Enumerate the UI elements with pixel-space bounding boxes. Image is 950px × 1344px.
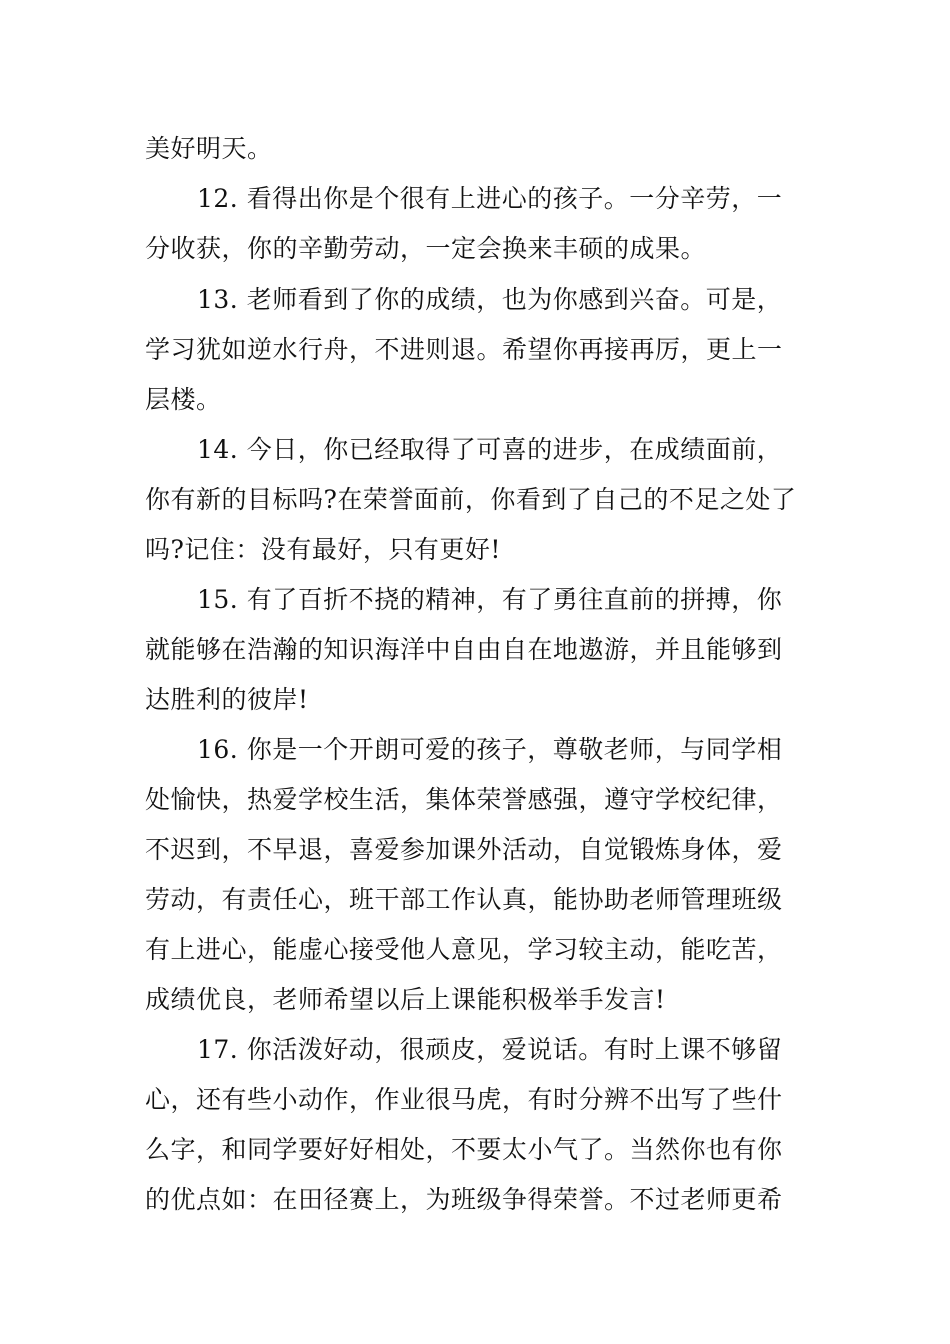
- text-line: 不迟到，不早退，喜爱参加课外活动，自觉锻炼身体，爱: [145, 835, 783, 864]
- text-line: 17. 你活泼好动，很顽皮，爱说话。有时上课不够留: [197, 1035, 783, 1064]
- text-line: 16. 你是一个开朗可爱的孩子，尊敬老师，与同学相: [197, 735, 783, 764]
- text-line: 达胜利的彼岸!: [145, 685, 309, 714]
- text-line: 吗?记住：没有最好，只有更好!: [145, 535, 501, 564]
- text-line: 有上进心，能虚心接受他人意见，学习较主动，能吃苦，: [145, 935, 783, 964]
- text-line: 你有新的目标吗?在荣誉面前，你看到了自己的不足之处了: [145, 485, 797, 514]
- text-line: 么字，和同学要好好相处，不要太小气了。当然你也有你: [145, 1135, 783, 1164]
- text-line: 13. 老师看到了你的成绩，也为你感到兴奋。可是，: [197, 285, 783, 314]
- text-line: 就能够在浩瀚的知识海洋中自由自在地遨游，并且能够到: [145, 635, 783, 664]
- text-line: 分收获，你的辛勤劳动，一定会换来丰硕的成果。: [145, 234, 707, 263]
- text-line: 学习犹如逆水行舟，不进则退。希望你再接再厉，更上一: [145, 335, 783, 364]
- text-line: 心，还有些小动作，作业很马虎，有时分辨不出写了些什: [145, 1085, 783, 1114]
- text-line: 处愉快，热爱学校生活，集体荣誉感强，遵守学校纪律，: [145, 785, 783, 814]
- text-line: 美好明天。: [145, 134, 273, 163]
- text-line: 的优点如：在田径赛上，为班级争得荣誉。不过老师更希: [145, 1185, 783, 1214]
- text-line: 层楼。: [145, 385, 222, 414]
- text-line: 成绩优良，老师希望以后上课能积极举手发言!: [145, 985, 666, 1014]
- text-line: 14. 今日，你已经取得了可喜的进步，在成绩面前，: [197, 435, 783, 464]
- text-line: 12. 看得出你是个很有上进心的孩子。一分辛劳，一: [197, 184, 783, 213]
- text-line: 劳动，有责任心，班干部工作认真，能协助老师管理班级: [145, 885, 783, 914]
- text-line: 15. 有了百折不挠的精神，有了勇往直前的拼搏，你: [197, 585, 783, 614]
